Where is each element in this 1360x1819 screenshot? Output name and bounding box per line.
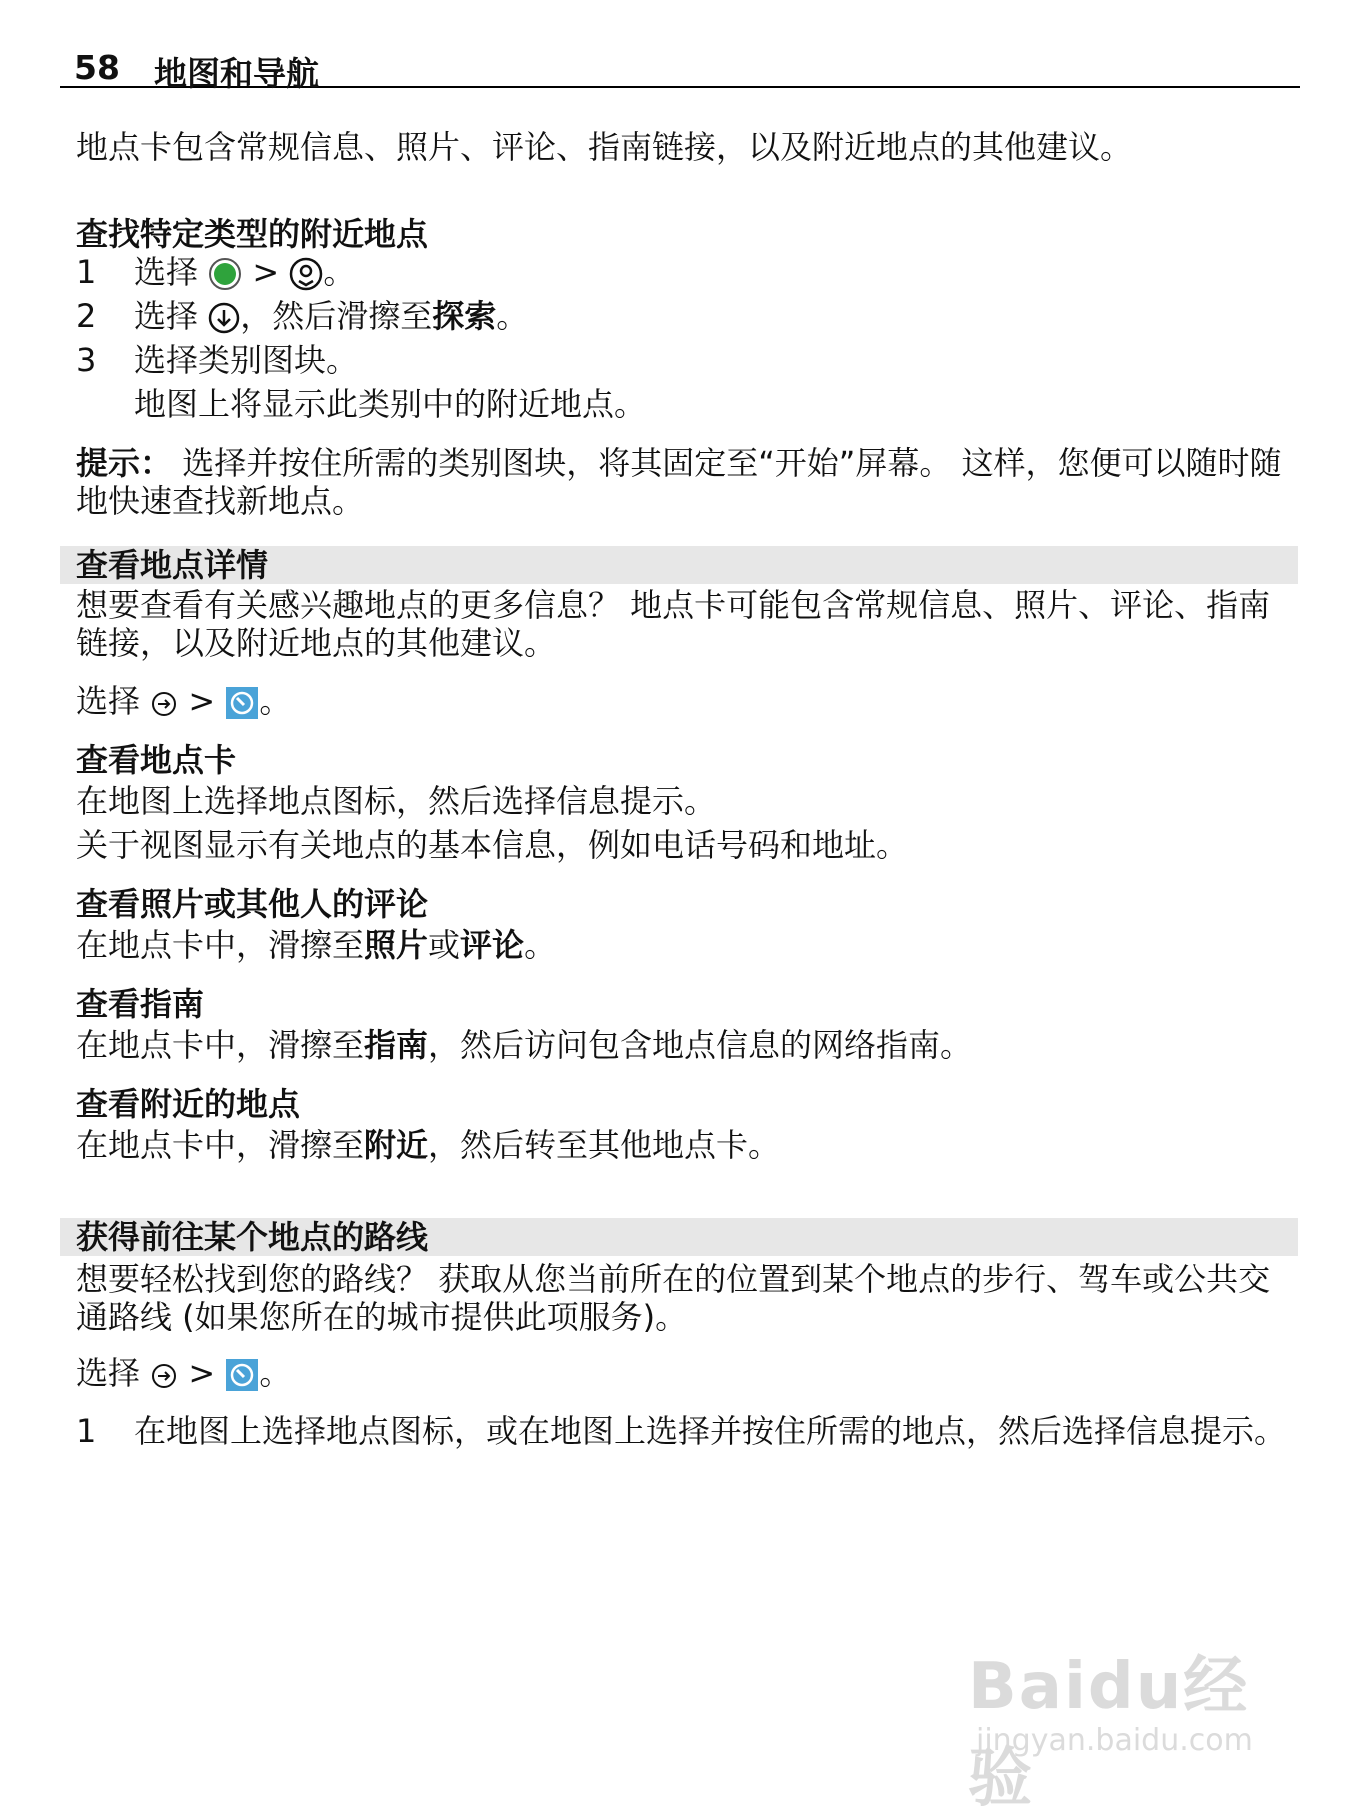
step-number: 2 — [76, 297, 97, 335]
step-text: 在地图上选择地点图标，或在地图上选择并按住所需的地点，然后选择信息提示。 — [134, 1412, 1287, 1450]
sub-title-photos: 查看照片或其他人的评论 — [76, 885, 429, 923]
section-title-find: 查找特定类型的附近地点 — [76, 215, 429, 253]
photos-line: 在地点卡中，滑擦至照片或评论。 — [76, 926, 557, 964]
watermark-url: jingyan.baidu.com — [976, 1723, 1253, 1758]
details-select-line: 选择 > 。 — [76, 682, 292, 720]
sub-title-nearby: 查看附近的地点 — [76, 1085, 301, 1123]
arrow-right-circle-icon — [150, 689, 178, 717]
route-select-line: 选择 > 。 — [76, 1354, 292, 1392]
intro-paragraph: 地点卡包含常规信息、照片、评论、指南链接，以及附近地点的其他建议。 — [76, 128, 1133, 166]
section-band-route — [60, 1218, 1298, 1256]
step-number: 1 — [76, 1412, 97, 1450]
place-card-line-1: 在地图上选择地点图标，然后选择信息提示。 — [76, 782, 717, 820]
section-band-details — [60, 546, 1298, 584]
watermark-logo-text: Baidu经验 — [968, 1650, 1250, 1816]
baidu-watermark — [950, 1575, 1280, 1816]
section-title-details: 查看地点详情 — [76, 546, 269, 584]
step-number: 3 — [76, 341, 97, 379]
location-pin-icon — [289, 257, 323, 291]
nearby-line: 在地点卡中，滑擦至附近，然后转至其他地点卡。 — [76, 1126, 781, 1164]
maps-compass-icon — [225, 1358, 259, 1392]
maps-compass-icon — [225, 686, 259, 720]
place-card-line-2: 关于视图显示有关地点的基本信息，例如电话号码和地址。 — [76, 826, 909, 864]
separator: > — [252, 253, 280, 291]
separator: > — [188, 682, 216, 720]
page-header — [60, 44, 1300, 93]
step-text: 选择类别图块。 — [134, 341, 359, 379]
tip-text: 选择并按住所需的类别图块，将其固定至“开始”屏幕。 这样，您便可以随时随地快速查找新地点。 — [76, 444, 1282, 520]
guide-line: 在地点卡中，滑擦至指南，然后访问包含地点信息的网络指南。 — [76, 1026, 973, 1064]
details-intro: 想要查看有关感兴趣地点的更多信息？ 地点卡可能包含常规信息、照片、评论、指南链接，以及附近地点的其他建议。 — [76, 586, 1271, 662]
sub-title-place-card: 查看地点卡 — [76, 741, 237, 779]
route-step-1 — [76, 1412, 1291, 1450]
down-arrow-icon — [208, 302, 240, 334]
separator: > — [188, 1354, 216, 1392]
green-dot-icon — [208, 257, 242, 291]
tip-label: 提示： — [76, 444, 173, 482]
step-text: 选择 — [134, 297, 199, 335]
page-number: 58 — [74, 48, 120, 87]
sub-title-guide: 查看指南 — [76, 985, 205, 1023]
section-title-route: 获得前往某个地点的路线 — [76, 1218, 429, 1256]
chapter-title: 地图和导航 — [154, 54, 319, 93]
step-number: 1 — [76, 253, 97, 291]
tip-paragraph — [76, 444, 1291, 520]
arrow-right-circle-icon — [150, 1361, 178, 1389]
route-intro: 想要轻松找到您的路线？ 获取从您当前所在的位置到某个地点的步行、驾车或公共交通路线 (如果您所在的城市提供此项服务)。 — [76, 1260, 1271, 1336]
step-text: 选择 — [134, 253, 199, 291]
